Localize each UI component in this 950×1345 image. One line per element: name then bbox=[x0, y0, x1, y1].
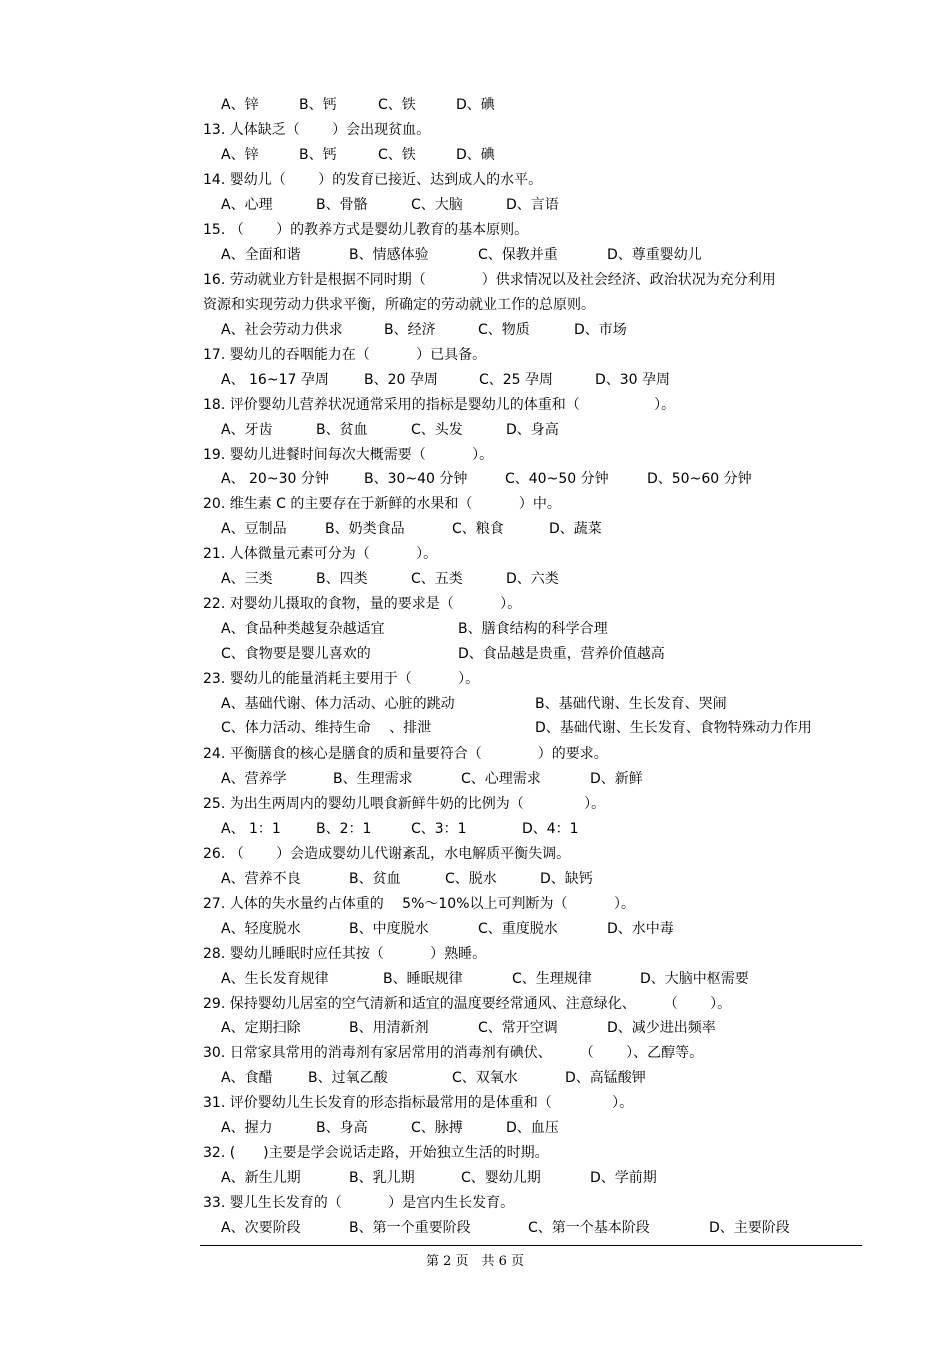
option-d: D、学前期 bbox=[590, 1170, 657, 1186]
option-a: A、锌 bbox=[221, 147, 259, 163]
question-17: 17. 婴幼儿的吞咽能力在（ ）已具备。 bbox=[203, 347, 487, 363]
option-a: A、 20~30 分钟 bbox=[221, 471, 329, 487]
option-c: C、重度脱水 bbox=[478, 921, 558, 937]
question-24: 24. 平衡膳食的核心是膳食的质和量要符合（ ）的要求。 bbox=[203, 746, 608, 762]
option-b: B、情感体验 bbox=[349, 247, 429, 263]
option-b: B、乳儿期 bbox=[349, 1170, 415, 1186]
question-15: 15. （ ）的教养方式是婴幼儿教育的基本原则。 bbox=[203, 222, 529, 238]
option-a: A、 1：1 bbox=[221, 821, 281, 837]
option-a: A、食醋 bbox=[221, 1070, 273, 1086]
option-d: D、50~60 分钟 bbox=[647, 471, 752, 487]
option-c: C、生理规律 bbox=[512, 971, 592, 987]
option-d: D、基础代谢、生长发育、食物特殊动力作用 bbox=[535, 720, 812, 736]
option-c: C、粮食 bbox=[452, 521, 504, 537]
option-b: B、四类 bbox=[316, 571, 368, 587]
option-b: B、第一个重要阶段 bbox=[349, 1220, 471, 1236]
option-b: B、骨骼 bbox=[316, 197, 368, 213]
option-c: C、3：1 bbox=[411, 821, 467, 837]
option-d: D、新鲜 bbox=[590, 771, 643, 787]
option-a: A、锌 bbox=[221, 97, 259, 113]
option-a: A、轻度脱水 bbox=[221, 921, 301, 937]
question-30: 30. 日常家具常用的消毒剂有家居常用的消毒剂有碘伏、 （ ）、乙醇等。 bbox=[203, 1045, 704, 1061]
option-b: B、贫血 bbox=[316, 422, 368, 438]
option-c: C、保教并重 bbox=[478, 247, 558, 263]
option-d: D、尊重婴幼儿 bbox=[607, 247, 702, 263]
option-a: A、 16~17 孕周 bbox=[221, 372, 329, 388]
option-d: D、六类 bbox=[506, 571, 559, 587]
option-d: D、水中毒 bbox=[607, 921, 674, 937]
option-b: B、中度脱水 bbox=[349, 921, 429, 937]
option-b: B、钙 bbox=[299, 147, 337, 163]
option-b: B、用清新剂 bbox=[349, 1020, 429, 1036]
option-b: B、30~40 分钟 bbox=[364, 471, 468, 487]
question-21: 21. 人体微量元素可分为（ ）。 bbox=[203, 546, 438, 562]
question-16-continued: 资源和实现劳动力供求平衡，所确定的劳动就业工作的总原则。 bbox=[203, 297, 595, 313]
question-19: 19. 婴幼儿进餐时间每次大概需要（ ）。 bbox=[203, 447, 494, 463]
option-a: A、心理 bbox=[221, 197, 273, 213]
option-a: A、握力 bbox=[221, 1120, 273, 1136]
option-a: A、社会劳动力供求 bbox=[221, 322, 343, 338]
option-b: B、身高 bbox=[316, 1120, 368, 1136]
question-31: 31. 评价婴幼儿生长发育的形态指标最常用的是体重和（ ）。 bbox=[203, 1095, 634, 1111]
option-c: C、40~50 分钟 bbox=[505, 471, 609, 487]
option-c: C、婴幼儿期 bbox=[461, 1170, 541, 1186]
question-32: 32. ( )主要是学会说话走路，开始独立生活的时期。 bbox=[203, 1145, 549, 1161]
question-29: 29. 保持婴幼儿居室的空气清新和适宜的温度要经常通风、注意绿化、 （ ）。 bbox=[203, 996, 732, 1012]
option-c: C、25 孕周 bbox=[479, 372, 554, 388]
question-18: 18. 评价婴幼儿营养状况通常采用的指标是婴幼儿的体重和（ ）。 bbox=[203, 397, 676, 413]
option-a: A、生长发育规律 bbox=[221, 971, 329, 987]
option-a: A、豆制品 bbox=[221, 521, 287, 537]
option-d: D、血压 bbox=[506, 1120, 559, 1136]
option-c: C、第一个基本阶段 bbox=[528, 1220, 650, 1236]
option-d: D、碘 bbox=[456, 97, 495, 113]
question-22: 22. 对婴幼儿摄取的食物，量的要求是（ ）。 bbox=[203, 596, 522, 612]
option-d: D、4：1 bbox=[522, 821, 579, 837]
option-c: C、体力活动、维持生命 、排泄 bbox=[221, 720, 432, 736]
option-c: C、双氧水 bbox=[452, 1070, 518, 1086]
page-footer: 第 2 页 共 6 页 bbox=[425, 1254, 525, 1269]
option-c: C、铁 bbox=[378, 97, 416, 113]
option-b: B、经济 bbox=[384, 322, 436, 338]
option-b: B、20 孕周 bbox=[364, 372, 438, 388]
option-c: C、食物要是婴儿喜欢的 bbox=[221, 646, 371, 662]
option-d: D、减少进出频率 bbox=[607, 1020, 716, 1036]
option-d: D、主要阶段 bbox=[709, 1220, 790, 1236]
option-a: A、次要阶段 bbox=[221, 1220, 301, 1236]
question-20: 20. 维生素 C 的主要存在于新鲜的水果和（ ）中。 bbox=[203, 496, 561, 512]
question-16: 16. 劳动就业方针是根据不同时期（ ）供求情况以及社会经济、政治状况为充分利用 bbox=[203, 272, 776, 288]
option-a: A、新生儿期 bbox=[221, 1170, 301, 1186]
question-27: 27. 人体的失水量约占体重的 5%～10%以上可判断为（ ）。 bbox=[203, 896, 635, 912]
option-b: B、基础代谢、生长发育、哭闹 bbox=[535, 696, 727, 712]
option-c: C、大脑 bbox=[411, 197, 463, 213]
option-d: D、市场 bbox=[574, 322, 627, 338]
option-b: B、钙 bbox=[299, 97, 337, 113]
footer-divider bbox=[200, 1245, 862, 1246]
option-a: A、三类 bbox=[221, 571, 273, 587]
option-a: A、定期扫除 bbox=[221, 1020, 301, 1036]
option-b: B、生理需求 bbox=[333, 771, 413, 787]
option-d: D、缺钙 bbox=[540, 871, 593, 887]
option-a: A、全面和谐 bbox=[221, 247, 301, 263]
option-c: C、脱水 bbox=[445, 871, 497, 887]
option-c: C、常开空调 bbox=[478, 1020, 558, 1036]
option-a: A、基础代谢、体力活动、心脏的跳动 bbox=[221, 696, 455, 712]
option-d: D、大脑中枢需要 bbox=[640, 971, 749, 987]
option-a: A、营养不良 bbox=[221, 871, 301, 887]
question-13: 13. 人体缺乏（ ）会出现贫血。 bbox=[203, 122, 431, 138]
option-d: D、身高 bbox=[506, 422, 559, 438]
option-a: A、营养学 bbox=[221, 771, 287, 787]
question-33: 33. 婴儿生长发育的（ ）是宫内生长发育。 bbox=[203, 1195, 515, 1211]
option-b: B、膳食结构的科学合理 bbox=[458, 621, 608, 637]
question-23: 23. 婴幼儿的能量消耗主要用于（ ）。 bbox=[203, 671, 480, 687]
option-d: D、蔬菜 bbox=[549, 521, 602, 537]
option-b: B、奶类食品 bbox=[325, 521, 405, 537]
option-b: B、2：1 bbox=[316, 821, 372, 837]
option-c: C、五类 bbox=[411, 571, 463, 587]
option-c: C、铁 bbox=[378, 147, 416, 163]
question-25: 25. 为出生两周内的婴幼儿喂食新鲜牛奶的比例为（ ）。 bbox=[203, 796, 606, 812]
question-14: 14. 婴幼儿（ ）的发育已接近、达到成人的水平。 bbox=[203, 172, 543, 188]
option-c: C、物质 bbox=[478, 322, 530, 338]
option-b: B、过氧乙酸 bbox=[308, 1070, 388, 1086]
option-b: B、贫血 bbox=[349, 871, 401, 887]
option-c: C、心理需求 bbox=[461, 771, 541, 787]
option-d: D、碘 bbox=[456, 147, 495, 163]
option-a: A、牙齿 bbox=[221, 422, 273, 438]
question-28: 28. 婴幼儿睡眠时应任其按（ ）熟睡。 bbox=[203, 946, 487, 962]
option-d: D、言语 bbox=[506, 197, 559, 213]
option-d: D、30 孕周 bbox=[595, 372, 671, 388]
option-b: B、睡眠规律 bbox=[383, 971, 463, 987]
question-26: 26. （ ）会造成婴幼儿代谢紊乱，水电解质平衡失调。 bbox=[203, 846, 571, 862]
option-c: C、头发 bbox=[411, 422, 463, 438]
option-d: D、食品越是贵重，营养价值越高 bbox=[458, 646, 665, 662]
option-a: A、食品种类越复杂越适宜 bbox=[221, 621, 385, 637]
option-d: D、高锰酸钾 bbox=[565, 1070, 646, 1086]
option-c: C、脉搏 bbox=[411, 1120, 463, 1136]
